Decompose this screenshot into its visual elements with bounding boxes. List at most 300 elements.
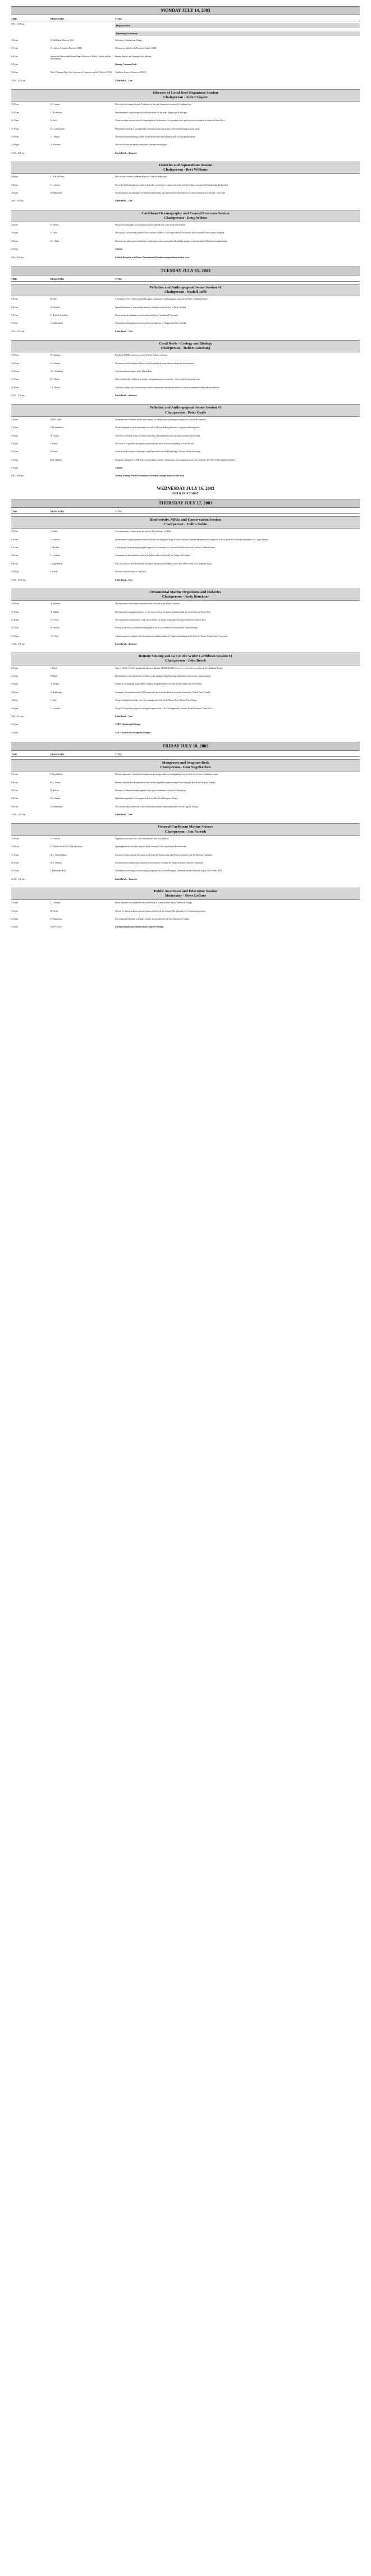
time-cell: 9:10 am [11,789,18,792]
session-chair: Chairperson - Aldo Cróquer [163,95,208,100]
column-header-title: TITLE [115,509,122,513]
presenter-cell: Wm. J. Brennan Dep. Asst. Secretary of Commerce and Int'l Affairs, NOAA [51,71,112,74]
session-chair: Moderator - Steve LeGore [164,894,207,898]
column-header-presenter: PRESENTER [51,752,65,756]
presenter-cell: C. Lodeiros [51,183,60,186]
title-cell: Organogénesis larvaria de la langosta Boca Guayanas, Caesio-gastropoda Brenchiriodae [115,846,186,848]
time-cell: 8:00 – 10:00 am [11,23,25,26]
title-cell: Feature Address and Opening of the Meeting [115,55,152,58]
schedule-row [11,699,360,706]
time-cell: 9:40 am [11,71,18,74]
session-chair: Chairperson - Doug Wilson [164,215,207,220]
title-cell: Using GIS to quantify propeller scarring in seagrass beds of the La Parguera and Guanica Natural Reserves, Puerto Rico [115,707,213,710]
presenter-cell: N.J. Quinn [51,378,59,381]
title-cell: Collection, culture, and conservation of marine ornamentals: international efforts to conserve ornamental fishes and invertebrates [115,386,219,389]
title-cell: An examination of marine protected areas in the Caribbean - St. Kitts [115,530,171,533]
time-cell: 9:10 am [11,547,18,549]
column-headers [11,16,360,21]
title-cell: Occurrence and distribution of black corals (Antipatharia) from Jamaican deep reef environments [115,362,194,365]
schedule-row [11,869,360,877]
column-header-title: TITLE [115,752,122,756]
title-cell: A literature review of trace metals and organic compounds of anthropogenic origin in the Wider Caribbean Region [115,298,208,301]
schedule-row [11,418,360,426]
schedule-row [11,530,360,538]
session-chair: Chairperson - Ivan Nagelkerken [160,765,211,769]
schedule-row [11,773,360,780]
session-header [11,404,360,416]
time-cell: 10:30 am [11,837,19,840]
time-cell: 8:30 am [11,530,18,533]
session-header [11,589,360,601]
title-cell: Registration [115,23,360,28]
time-cell: 3:00 – 3:20 pm [11,200,24,203]
schedule-row [11,474,360,482]
schedule-row [11,562,360,570]
title-cell: Adjourn [115,467,123,470]
presenter-cell: I. Hernández-Ávila [51,870,66,873]
presenter-cell: O.P. Warner [51,362,61,365]
title-cell: The coral disease and health consortium's national research plan [115,144,167,146]
time-cell: 9:35 am [11,63,18,66]
time-cell: 7:30 pm [11,731,18,734]
time-cell: 11:30 am [11,386,19,389]
title-cell: Tuesday Evening - Poster Presentations (Attendees arrange dinner on their own) [115,475,185,477]
schedule-row [11,199,360,207]
presenter-cell: J.D. Parrish [51,837,60,840]
title-cell: Development of management policy for the export fishery for marine ornamental fish and invertebrates in Puerto Rico [115,610,211,613]
column-headers [11,509,360,514]
session-name: Biodiversity, MPAs and Conservation Session [150,517,221,522]
schedule-row [11,119,360,127]
presenter-cell: R. Jaffe [51,298,57,301]
session-chair: Chairperson - John Brock [165,659,206,663]
session-chair: Chairperson - Peter Gayle [165,410,206,415]
presenter-cell: D. Abbate-Arzola & N. Brito-Manzano [51,846,83,848]
time-cell: 3:20 pm [11,699,18,702]
time-cell: 2:10 pm [11,426,18,429]
presenter-cell: P.M.H. Gayle [51,418,62,421]
time-cell: 10:30 am [11,362,19,365]
time-cell: 9:50 am [11,805,18,808]
title-cell: Slow evidence that Caribbean Acropora coral populations are in trouble - a view from the heavenly ward [115,378,200,381]
time-cell: 4:00 pm [11,240,18,242]
title-cell: The ultrastructural pathology of black band disease and white plague type II in Colpophyllia natans [115,135,195,138]
schedule-row [11,378,360,385]
time-cell: 2:30 pm [11,926,18,929]
schedule-row [11,674,360,682]
title-cell: Spatial heterogeneity in the seagrass beds in the Bon Accord Lagoon, Tobago [115,797,178,800]
schedule-row [11,183,360,191]
title-cell: Biomass, litterfall and decomposition rates for the fringed Rhizophora mangle forest lining the Bon Accord Lagoon, Tobago [115,781,216,784]
column-header-time: TIME [11,277,17,281]
time-cell: 9:50 am [11,562,18,565]
session-chair: Chairperson - Andy Bruckner [162,594,209,599]
time-cell: 2:10 pm [11,918,18,921]
column-header-time: TIME [11,752,17,756]
schedule-row [11,706,360,714]
time-cell: 12:30 – 2:00 pm [11,151,25,154]
title-cell: Bandit marine Gorgonia (benthic marine Polikhan) the making of Virgin Islands Coral Reef National Monument and expansion of Buck Island Reef National Monument, U.S. Virgin Islands [115,538,268,541]
presenter-cell: O. Day [51,699,57,702]
schedule-row [11,861,360,869]
time-cell: 9:30 am [11,797,18,800]
presenter-cell: F.W. Santamaro [51,426,63,429]
session-name: Ornamental Marine Organisms and Fisheries [150,590,221,594]
schedule-row [11,434,360,442]
time-cell: 12:10 pm [11,144,19,146]
day-header: THURSDAY JULY 17, 2003 [11,499,360,508]
title-cell: Summit to sea mapping using satellite imagery: integrating land cover and shallow water coral reef habitats [115,683,202,686]
schedule-row [11,71,360,79]
time-cell: 11:50 am [11,627,19,630]
time-cell: 8:50 am [11,538,18,541]
presenter-cell: D. Armstrong [51,918,62,921]
title-cell: Coffee Break – Café [115,79,132,82]
time-cell: 11:10 am [11,853,19,856]
session-header [11,823,360,835]
presenter-cell: R. Nemeth [51,627,59,630]
presenter-cell: J. Gobin [51,530,58,533]
schedule-row [11,538,360,546]
presenter-cell: Senator the Honourable Rennie Dumas Minister of Public Utilities and the Environment [51,55,111,61]
session-header [11,516,360,529]
time-cell: 11:50 am [11,135,19,138]
title-cell: AMLC Awards and Recognition Banquet [115,731,151,734]
day-header: MONDAY JULY 14, 2003 [11,6,360,15]
time-cell: 11:50 – 1:30 pm [11,394,25,397]
time-cell: 11:30 am [11,861,19,864]
day-header: FRIDAY JULY 18, 2003 [11,742,360,751]
schedule-row [11,322,360,329]
time-cell: 10:50 am [11,603,19,605]
title-cell: State of USGS - NASA experimental advanced airborne LIDAR (EAARL) surveys of coral reef ecosystems in the Caribbean Region [115,667,223,669]
time-cell: 9:50 – 10:10 am [11,330,25,333]
schedule-row [11,111,360,119]
title-cell: Relative importance of interlinked mangroves and seagrass beds as feeding habitats for juvenile reef fish on a Caribbean island [115,773,218,776]
schedule-row [11,635,360,642]
presenter-cell: L. Carrubba [51,707,61,710]
schedule-row [11,901,360,909]
title-cell: A pilot project for promoting a regional approach to assessment of coral reef candidate sites in the Eastern Caribbean States [115,547,215,549]
title-cell: Determination of the distribution of shallow water sea grass and glint using combination with acoustic remote sensing [115,675,210,678]
session-header [11,653,360,665]
title-cell: Lunch Break – Almuerzo [115,394,137,397]
title-cell: Environmental education in primary schools: a case study of coral reef education in Tobago [115,918,189,921]
schedule-row [11,22,360,30]
schedule-row [11,546,360,554]
time-cell: 3:50 pm [11,467,18,470]
title-cell: AMLC Membership Meeting [115,723,140,726]
schedule-row [11,853,360,861]
time-cell: 10:10 – 10:30 am [11,79,26,82]
session-chair: Chairperson - Rudolf Jaffé [164,290,207,294]
presenter-cell: A. Croquer [51,103,60,106]
session-name: Coral Reefs - Ecology and Biology [159,341,212,346]
presenter-cell: W. Norville [51,306,60,309]
time-cell: 11:50 am [11,870,19,873]
title-cell: Coffee Break – Café [115,578,132,581]
title-cell: Algunos aspectos ecológicos de la ictiofauna asociada a praderas de Thalassia testudinum en el Golfo de Cariaco, Estado Sucre, Venezuela [115,635,227,637]
schedule-row [11,618,360,626]
schedule-row [11,63,360,71]
time-cell: 9:30 am [11,322,18,325]
session-header [11,888,360,900]
title-cell: Effects of white plague disease II outbreak on the coral community structure of Madrizqui key [115,103,191,106]
session-name: Caribbean Oceanography and Coastal Processes Session [141,211,230,215]
time-cell: 1:50 pm [11,910,18,912]
schedule-row [11,626,360,634]
presenter-cell: T.A. Patta [51,635,59,637]
title-cell: Development of a species-specific molecular probe for the white plague type II pathogen [115,111,187,114]
time-cell: 1:30 pm [11,418,18,421]
schedule-row [11,151,360,159]
time-cell: 3:10 pm [11,451,18,453]
column-header-presenter: PRESENTER [51,17,65,20]
schedule-row [11,610,360,618]
session-header [11,89,360,102]
presenter-cell: E. Rojas de Astudillo [51,314,68,316]
presenter-cell: D.L. Gil Agudelo [51,127,65,130]
column-header-presenter: PRESENTER [51,277,65,281]
schedule-row [11,466,360,474]
title-cell: Closing Remarks and Announcements Adjourn Meeting [115,926,163,929]
schedule-row [11,845,360,853]
presenter-cell: E. Weil [51,120,57,122]
schedule-row [11,426,360,434]
schedule-row [11,602,360,610]
schedule-row [11,305,360,313]
time-cell: 1:30 pm [11,902,18,904]
schedule-row [11,910,360,917]
day-header: TUESDAY JULY 15, 2003 [11,267,360,275]
time-cell: 6:00 – 8:00 pm [11,475,24,477]
time-cell: 11:10 am [11,378,19,381]
time-cell: 3:00 pm [11,691,18,694]
title-cell: Linking larval history to juvenile demography in the bicolor damselfish (Pomacentrus Pomacentridae) [115,627,198,630]
title-cell: The effect of thermal stress on Oreaster reticulatus (Dendrophyllia) toxicity and associated bacterial flora [115,434,200,437]
presenter-cell: J. Cortés [51,571,58,573]
time-cell: 2:20 pm [11,675,18,678]
time-cell: 8:50 am [11,781,18,784]
schedule-row [11,135,360,143]
presenter-cell: R. Ginsburg [51,354,61,357]
schedule-row [11,781,360,789]
title-cell: Tissue mortality and necrosis in Acropora palmata (Scleractinia, Acroporidae) after a patchy necrosis outbreak in southwest Puerto Rico [115,120,225,122]
session-name: General Caribbean Marine Science [158,825,213,829]
presenter-cell: S. Raghavagh [51,691,62,694]
schedule-row [11,805,360,813]
session-chair: Chairperson - Robert Ginsburg [161,346,210,350]
time-cell: 2:50 pm [11,442,18,445]
presenter-cell: R.A. Juman [51,797,61,800]
schedule-row [11,191,360,199]
presenter-cell: S. Mohammed [51,805,63,808]
presenter-cell: Steve LeGore [51,926,62,929]
time-cell: 2:40 pm [11,192,18,195]
time-cell: 2:00 pm [11,176,18,178]
schedule-row [11,682,360,690]
schedule-row [11,917,360,925]
title-cell: The distribution and abundance of wetland ichthyofauna, and exploitation of the fisheries in a rural wetland area in Trinidad - case study. [115,192,226,195]
title-cell: Geographic information system (GIS) analysis for trace metal pollution in coastal sediments in Gulf of Paria, Trinidad [115,691,210,694]
session-header [11,284,360,296]
schedule-row [11,127,360,135]
presenter-cell: A.L. Moulding [51,370,63,373]
title-cell: The organization and operation of the export fishery for marine ornamental fish and invertebrates in Puerto Rico [115,618,206,621]
day-note: FIELD TRIP TODAY [172,492,199,495]
title-cell: Lunch Break – Almuerzo [115,878,137,880]
time-cell: 9:00 am [11,39,18,42]
schedule-row [11,297,360,305]
column-header-time: TIME [11,509,17,513]
session-name: Remote Sensing and GIS in the Wider Caribbean Session #1 [139,654,232,659]
title-cell: The value of a regional water quality monitoring network in restoration planning in South Florida [115,442,194,445]
presenter-cell: R.A. Juman [51,781,61,784]
schedule-row [11,255,360,263]
schedule-row [11,103,360,111]
session-header [11,340,360,352]
session-chair: Chairperson - Jim Parrish [164,829,207,834]
title-cell: The development of coral communities on Gulf of Mexico drilling platforms: a regional stabilizing force [115,426,200,429]
column-header-time: TIME [11,17,17,20]
title-cell: Welcome on behalf of the Executive Board, ALMC [115,47,157,50]
title-cell: Spatial distribution of non-residual metals in sediments from the Gulf of Paria, Trinidad [115,306,186,309]
presenter-cell: V. Garrison [51,538,60,541]
time-cell: 11:10 am [11,120,19,122]
presenter-cell: C.L. Brown [51,386,61,389]
title-cell: Presence of cadmium-binding peptides in the alga Acetabularia calyculus (Chlorophyta) [115,789,186,792]
title-cell: Coffee Break – Café [115,715,132,718]
title-cell: Aerial and tidal transport of mosquito control pesticides into the Florida Keys National Marine Sanctuary [115,451,200,453]
schedule-row [11,394,360,402]
title-cell: Coffee Break – Café [115,200,132,203]
schedule-row [11,723,360,731]
schedule-row [11,450,360,458]
presenter-cell: M.C. Diaz [51,240,59,242]
presenter-cell: M. Hardin [51,610,59,613]
title-cell: Beach dynamics and leatherback nest distribution at Grande Riviere Beach, Trinidad & Tobago [115,902,192,904]
presenter-cell: M. Ashton [51,434,59,437]
presenter-cell: D. Wilson [51,224,59,227]
presenter-cell: I. Nagelkerken [51,562,63,565]
presenter-cell: D.G. Childers [51,458,62,461]
time-cell: 2:40 pm [11,683,18,686]
presenter-cell: S. LeGore [51,618,59,621]
title-cell: Heavy metals in sediments, mussels and oysters from Trinidad and Venezuela [115,314,178,316]
presenter-cell: L. Lee Lum [51,554,61,557]
title-cell: Chlorophyll a and turbidity patterns over coral reef systems of La Parguera Reserve as derived from continuous water quality sampling [115,232,225,235]
schedule-row [11,458,360,466]
schedule-row [11,330,360,338]
title-cell: Caribbean Issues of Interest to NOAA [115,71,146,74]
time-cell: 6:30 – 8:30 pm [11,256,24,259]
schedule-row [11,578,360,586]
session-chair: Chairperson - Bert Williams [163,168,208,172]
time-cell: 10:50 am [11,111,19,114]
title-cell: The losses of coral reefs in Costa Rica [115,571,146,573]
time-cell: 12:10 pm [11,635,19,637]
time-cell: 8:30 am [11,773,18,776]
presenter-cell: R. Pronk [51,910,58,912]
presenter-cell: A. Bruckner [51,144,61,146]
title-cell: Detection and phylogenetic affinities of nitrifying microbes associated with epibiont sponges of nutrient limited Rhizophora mangle stands [115,240,227,242]
title-cell: Coffee Break – Café [115,330,132,333]
time-cell: 10:10 am [11,354,19,357]
column-header-title: TITLE [115,17,122,20]
time-cell: 8:30 am [11,298,18,301]
time-cell: 3:30 pm [11,458,18,461]
time-cell: 12:30 – 2:00 pm [11,643,25,646]
time-cell: 3:20 pm [11,224,18,227]
presenter-cell: A. Mohammed [51,322,63,325]
schedule-row [11,47,360,54]
presenter-cell: J. Brock [51,667,57,669]
column-headers [11,752,360,757]
presenter-cell: I. Nagelkerken [51,773,63,776]
presenter-cell: J.L. Berger [51,135,60,138]
schedule-row [11,240,360,247]
title-cell: Using ecological knowledge to develop management tools for the Buccoo Reef Marine Park, Tobago [115,699,197,702]
time-cell: 4:15 pm [11,723,18,726]
title-cell: Organisms associated with coral sediments and their fish predators [115,837,169,840]
conference-program [11,0,360,939]
title-cell: Welcome to Trinidad and Tobago [115,39,142,42]
title-cell: Opening Ceremony [115,31,360,36]
presenter-cell: P. Bajjal [51,675,57,678]
time-cell: 10:50 am [11,846,19,848]
session-name: Pollution and Anthropogenic Issues Session #1 [149,285,222,290]
schedule-row [11,789,360,797]
schedule-row [11,642,360,650]
schedule-row [11,55,360,63]
presenter-cell: M.G. Rueda-Suárez [51,853,67,856]
title-cell: Lunch Break – Almuerzo [115,643,137,646]
title-cell: Tributyltin and degradation product profiles in sediments of Chaguaramas Bay, Trinidad [115,322,186,325]
schedule-row [11,837,360,845]
time-cell: 8:50 am [11,306,18,309]
session-name: Mangroves and Seagrass Beds [162,760,209,765]
title-cell: Efecto de la densidad larvaria sobre el desarrollo, crecimiento y supervivencia del erizo Lytechinus variegatus (Echinodermata: Echinoidea) [115,183,228,186]
schedule-row [11,878,360,885]
time-cell: 4:20 pm [11,248,18,251]
title-cell: Results of AGRRA surveys in twenty Western Atlantic reef areas [115,354,168,357]
presenter-cell: L. Lee Lum [51,902,61,904]
presenter-cell: E. Otero [51,232,58,235]
time-cell: 11:30 am [11,127,19,130]
title-cell: Estructura de la comunidad de esponjas en tres arrecifes coralinos del Parque Nacional Morrocoy, Venezuela [115,861,203,864]
day-header: WEDNESDAY JULY 16, 2003 [157,485,214,491]
time-cell: 3:40 pm [11,232,18,235]
title-cell: Coffee Break – Café [115,814,132,816]
time-cell: 10:10 am [11,571,19,573]
presenter-cell: A. Bruckner [51,603,61,605]
title-cell: Assessment of intertidal birds catch in the gillnet fishery in Trinidad and Tobago, West Indies [115,554,191,557]
schedule-row [11,554,360,562]
schedule-row [11,175,360,183]
title-cell: Transplantation of benthic species as a strategy for mitigating the anthropogenic impacts of coastal development [115,418,206,421]
presenter-cell: H. McBibens, Director, IMA [51,39,74,42]
session-name: Diseases of Coral Reef Organisms Session [153,91,218,95]
session-name: Pollution and Anthropogenic Issues Session #3 [149,406,222,410]
title-cell: Cocktail Reception with Poster Presentations (Attendees arrange dinner on their own) [115,256,189,259]
column-header-title: TITLE [115,277,122,281]
time-cell: 12:10 – 1:30 pm [11,878,25,880]
title-cell: Extraction of mycosporine-like amino acids from the Schizocercus coral Porites astreoides from the Mexican Caribbean [115,853,212,856]
session-name: Public Awareness and Education Session [154,889,217,893]
schedule-row [11,386,360,394]
time-cell: 9:10 am [11,47,18,50]
presenter-cell: M.A. Romero [51,861,62,864]
